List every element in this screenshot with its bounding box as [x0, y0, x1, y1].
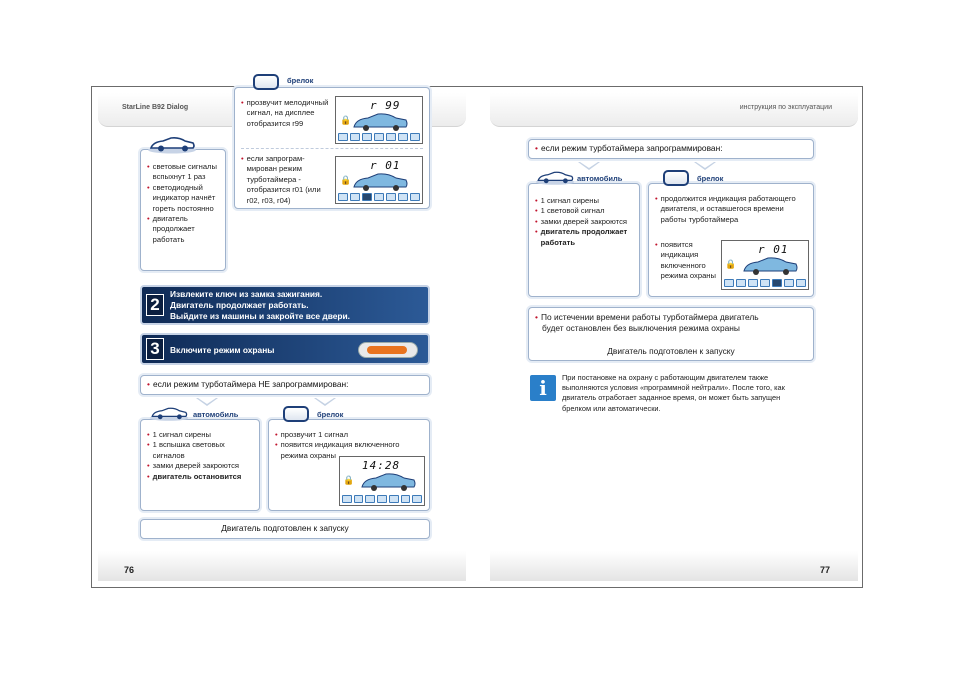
- car-lcd-icon: [356, 471, 418, 493]
- info-icon: i: [530, 375, 556, 401]
- remote-button-icon: [358, 342, 418, 358]
- remote-icon: [253, 74, 279, 90]
- manual-spread: [91, 76, 863, 588]
- car-lcd-icon: [348, 171, 410, 193]
- info-text: При постановке на охрану с работающим двигателем также выполняются условия «программной нейтрали». После того, как двигатель отработает заданное время, он может быть запущен брелком или автоматически.: [562, 373, 785, 413]
- step-2-number: 2: [146, 294, 164, 316]
- car-icon: [149, 406, 189, 427]
- list-item: • появится индикация включенного режима охраны: [275, 440, 400, 460]
- remote-label: брелок: [697, 174, 724, 183]
- remote-label: брелок: [287, 76, 314, 85]
- lock-icon: 🔒: [343, 475, 355, 485]
- step-2-line: Извлеките ключ из замка зажигания.: [170, 289, 323, 299]
- right-page: [478, 87, 864, 587]
- remote-status-box: [234, 76, 430, 209]
- list-item: • световые сигналы вспыхнут 1 раз: [147, 162, 217, 182]
- expiry-line: • По истечении времени работы турботаймера двигатель: [535, 312, 759, 322]
- arrow-down-icon: [314, 398, 336, 406]
- list-item: • 1 сигнал сирены: [535, 196, 599, 205]
- step-3: [140, 333, 430, 365]
- list-item: • появится индикация включенного режима охраны: [655, 240, 716, 281]
- list-item: • двигатель остановится: [147, 471, 242, 481]
- car-label: автомобиль: [577, 174, 623, 183]
- remote-status-box: [268, 410, 430, 511]
- list-item: • 1 сигнал сирены: [147, 430, 211, 439]
- expiry-line: будет остановлен без выключения режима охраны: [542, 323, 740, 333]
- list-item: • замки дверей закроются: [147, 461, 239, 471]
- step-3-number: 3: [146, 338, 164, 360]
- list-item: • продолжится индикация работающего двигателя, и оставшегося времени работы турботаймера: [655, 194, 796, 224]
- right-header-title: инструкция по эксплуатации: [739, 104, 832, 111]
- remote-label: брелок: [317, 410, 344, 419]
- list-item: • двигатель продолжает работать: [147, 214, 195, 244]
- lock-icon: 🔒: [340, 115, 352, 125]
- lcd-icon-strip: [338, 193, 420, 201]
- car-status-box: [140, 149, 226, 271]
- car-lcd-icon: [348, 111, 410, 133]
- lcd-icon-strip: [724, 279, 806, 287]
- turbo-timer-expiry-box: [528, 307, 814, 361]
- arrow-down-icon: [694, 162, 716, 170]
- car-icon: [147, 136, 197, 159]
- arrow-down-icon: [196, 398, 218, 406]
- lock-icon: 🔒: [725, 259, 737, 269]
- left-page: [92, 76, 478, 587]
- not-programmed-header: • если режим турботаймера НЕ запрограммирован:: [140, 375, 430, 395]
- car-status-box: [528, 174, 640, 297]
- remote-icon: [663, 170, 689, 186]
- remote-status-box: [648, 174, 814, 297]
- lcd-display: r 99 🔒: [335, 96, 423, 144]
- list-item: • светодиодный индикатор начнёт гореть постоянно: [147, 182, 216, 213]
- list-item: • двигатель продолжает работать: [535, 227, 628, 247]
- page-number: 77: [819, 565, 830, 575]
- car-lcd-icon: [738, 255, 800, 277]
- left-footer-band: [98, 551, 466, 581]
- step-3-text: Включите режим охраны: [170, 345, 275, 355]
- list-item: • замки дверей закроются: [535, 216, 627, 226]
- step-2-line: Двигатель продолжает работать.: [170, 300, 309, 310]
- list-item: • 1 вспышка световых сигналов: [147, 440, 225, 460]
- list-item: • прозвучит мелодичный сигнал, на дисплее отобразится r99: [241, 98, 329, 128]
- lcd-display: r 01 🔒: [721, 240, 809, 290]
- step-2-line: Выйдите из машины и закройте все двери.: [170, 311, 350, 321]
- car-icon: [535, 170, 575, 191]
- ready-to-start-text: Двигатель подготовлен к запуску: [607, 346, 735, 356]
- lcd-icon-strip: [338, 133, 420, 141]
- left-header-title: StarLine B92 Dialog: [122, 104, 189, 111]
- remote-icon: [283, 406, 309, 422]
- lcd-display: r 01 🔒: [335, 156, 423, 204]
- page-number: 76: [124, 565, 135, 575]
- arrow-down-icon: [578, 162, 600, 170]
- step-2: [140, 285, 430, 325]
- list-item: • 1 световой сигнал: [535, 206, 605, 216]
- lcd-display: 14:28 🔒: [339, 456, 425, 506]
- ready-to-start-box: Двигатель подготовлен к запуску: [140, 519, 430, 539]
- list-item: • если запрограм-мирован режим турботаймера - отобразится r01 (или r02, r03, r04): [241, 154, 321, 205]
- car-status-box: [140, 410, 260, 511]
- lcd-icon-strip: [342, 495, 422, 503]
- right-footer-band: [490, 551, 858, 581]
- lock-icon: 🔒: [340, 175, 352, 185]
- list-item: • прозвучит 1 сигнал: [275, 430, 349, 439]
- programmed-header: • если режим турботаймера запрограммирован:: [528, 139, 814, 159]
- car-label: автомобиль: [193, 410, 239, 419]
